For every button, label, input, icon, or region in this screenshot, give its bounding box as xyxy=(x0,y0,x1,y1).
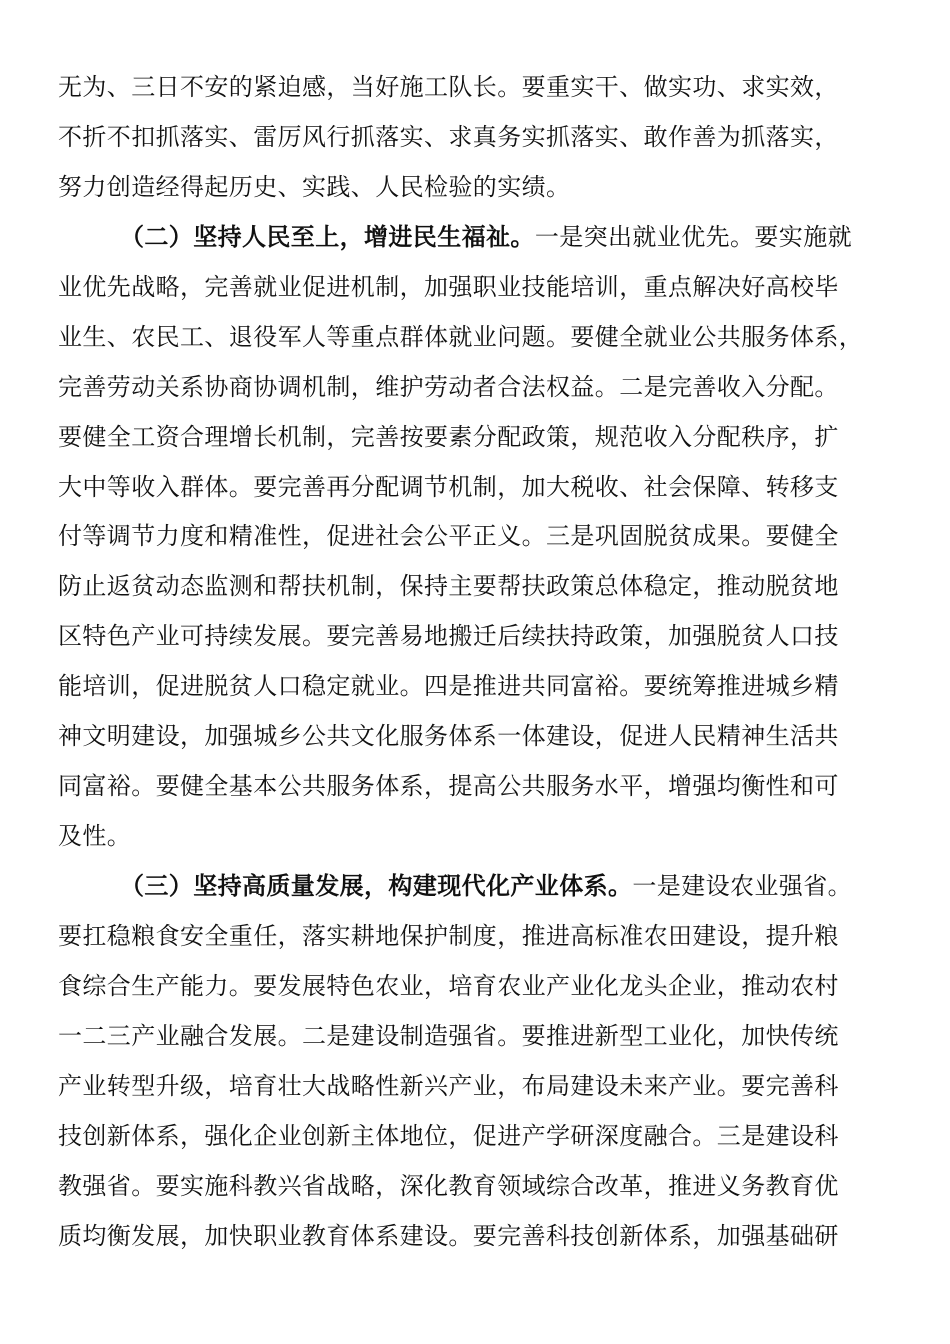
section-first-line xyxy=(58,862,898,912)
text-line: 区特色产业可持续发展。要完善易地搬迁后续扶持政策，加强脱贫人口技 xyxy=(58,622,839,651)
text-line: 要扛稳粮食安全重任，落实耕地保护制度，推进高标准农田建设，提升粮 xyxy=(58,921,839,950)
text-line: 防止返贫动态监测和帮扶机制，保持主要帮扶政策总体稳定，推动脱贫地 xyxy=(58,572,839,601)
text-line: 能培训，促进脱贫人口稳定就业。四是推进共同富裕。要统筹推进城乡精 xyxy=(58,672,839,701)
text-line: 产业转型升级，培育壮大战略性新兴产业，布局建设未来产业。要完善科 xyxy=(58,1071,839,1100)
section-heading: （三）坚持高质量发展，构建现代化产业体系。 xyxy=(120,872,633,900)
text-line: 大中等收入群体。要完善再分配调节机制，加大税收、社会保障、转移支 xyxy=(58,472,839,501)
text-line: 食综合生产能力。要发展特色农业，培育农业产业化龙头企业，推动农村 xyxy=(58,971,839,1000)
text-line: 质均衡发展，加快职业教育体系建设。要完善科技创新体系，加强基础研 xyxy=(58,1221,839,1250)
section-heading: （二）坚持人民至上，增进民生福祉。 xyxy=(120,222,535,251)
text-line: 不折不扣抓落实、雷厉风行抓落实、求真务实抓落实、敢作善为抓落实， xyxy=(58,122,839,151)
text-line: 业优先战略，完善就业促进机制，加强职业技能培训，重点解决好高校毕 xyxy=(58,272,839,301)
document-page xyxy=(58,63,898,1262)
paragraph-continuation xyxy=(58,63,898,213)
text-line: 神文明建设，加强城乡公共文化服务体系一体建设，促进人民精神生活共 xyxy=(58,722,839,751)
text-line: 教强省。要实施科教兴省战略，深化教育领域综合改革，推进义务教育优 xyxy=(58,1171,839,1200)
text-line: 无为、三日不安的紧迫感，当好施工队长。要重实干、做实功、求实效， xyxy=(58,73,839,101)
section-people-welfare xyxy=(58,213,898,862)
section-first-line xyxy=(58,213,898,263)
text-line: 付等调节力度和精准性，促进社会公平正义。三是巩固脱贫成果。要健全 xyxy=(58,522,839,551)
section-lead-text: 一是建设农业强省。 xyxy=(632,872,853,900)
text-line: 技创新体系，强化企业创新主体地位，促进产学研深度融合。三是建设科 xyxy=(58,1121,839,1150)
text-line: 一二三产业融合发展。二是建设制造强省。要推进新型工业化，加快传统 xyxy=(58,1021,839,1050)
text-line: 完善劳动关系协商协调机制，维护劳动者合法权益。二是完善收入分配。 xyxy=(58,372,839,401)
text-line: 及性。 xyxy=(58,822,132,851)
section-lead-text: 一是突出就业优先。要实施就 xyxy=(534,222,853,251)
text-line: 努力创造经得起历史、实践、人民检验的实绩。 xyxy=(58,172,571,201)
section-high-quality-development xyxy=(58,862,898,1262)
text-line: 同富裕。要健全基本公共服务体系，提高公共服务水平，增强均衡性和可 xyxy=(58,772,839,801)
text-line: 要健全工资合理增长机制，完善按要素分配政策，规范收入分配秩序，扩 xyxy=(58,422,839,451)
text-line: 业生、农民工、退役军人等重点群体就业问题。要健全就业公共服务体系， xyxy=(58,322,864,351)
